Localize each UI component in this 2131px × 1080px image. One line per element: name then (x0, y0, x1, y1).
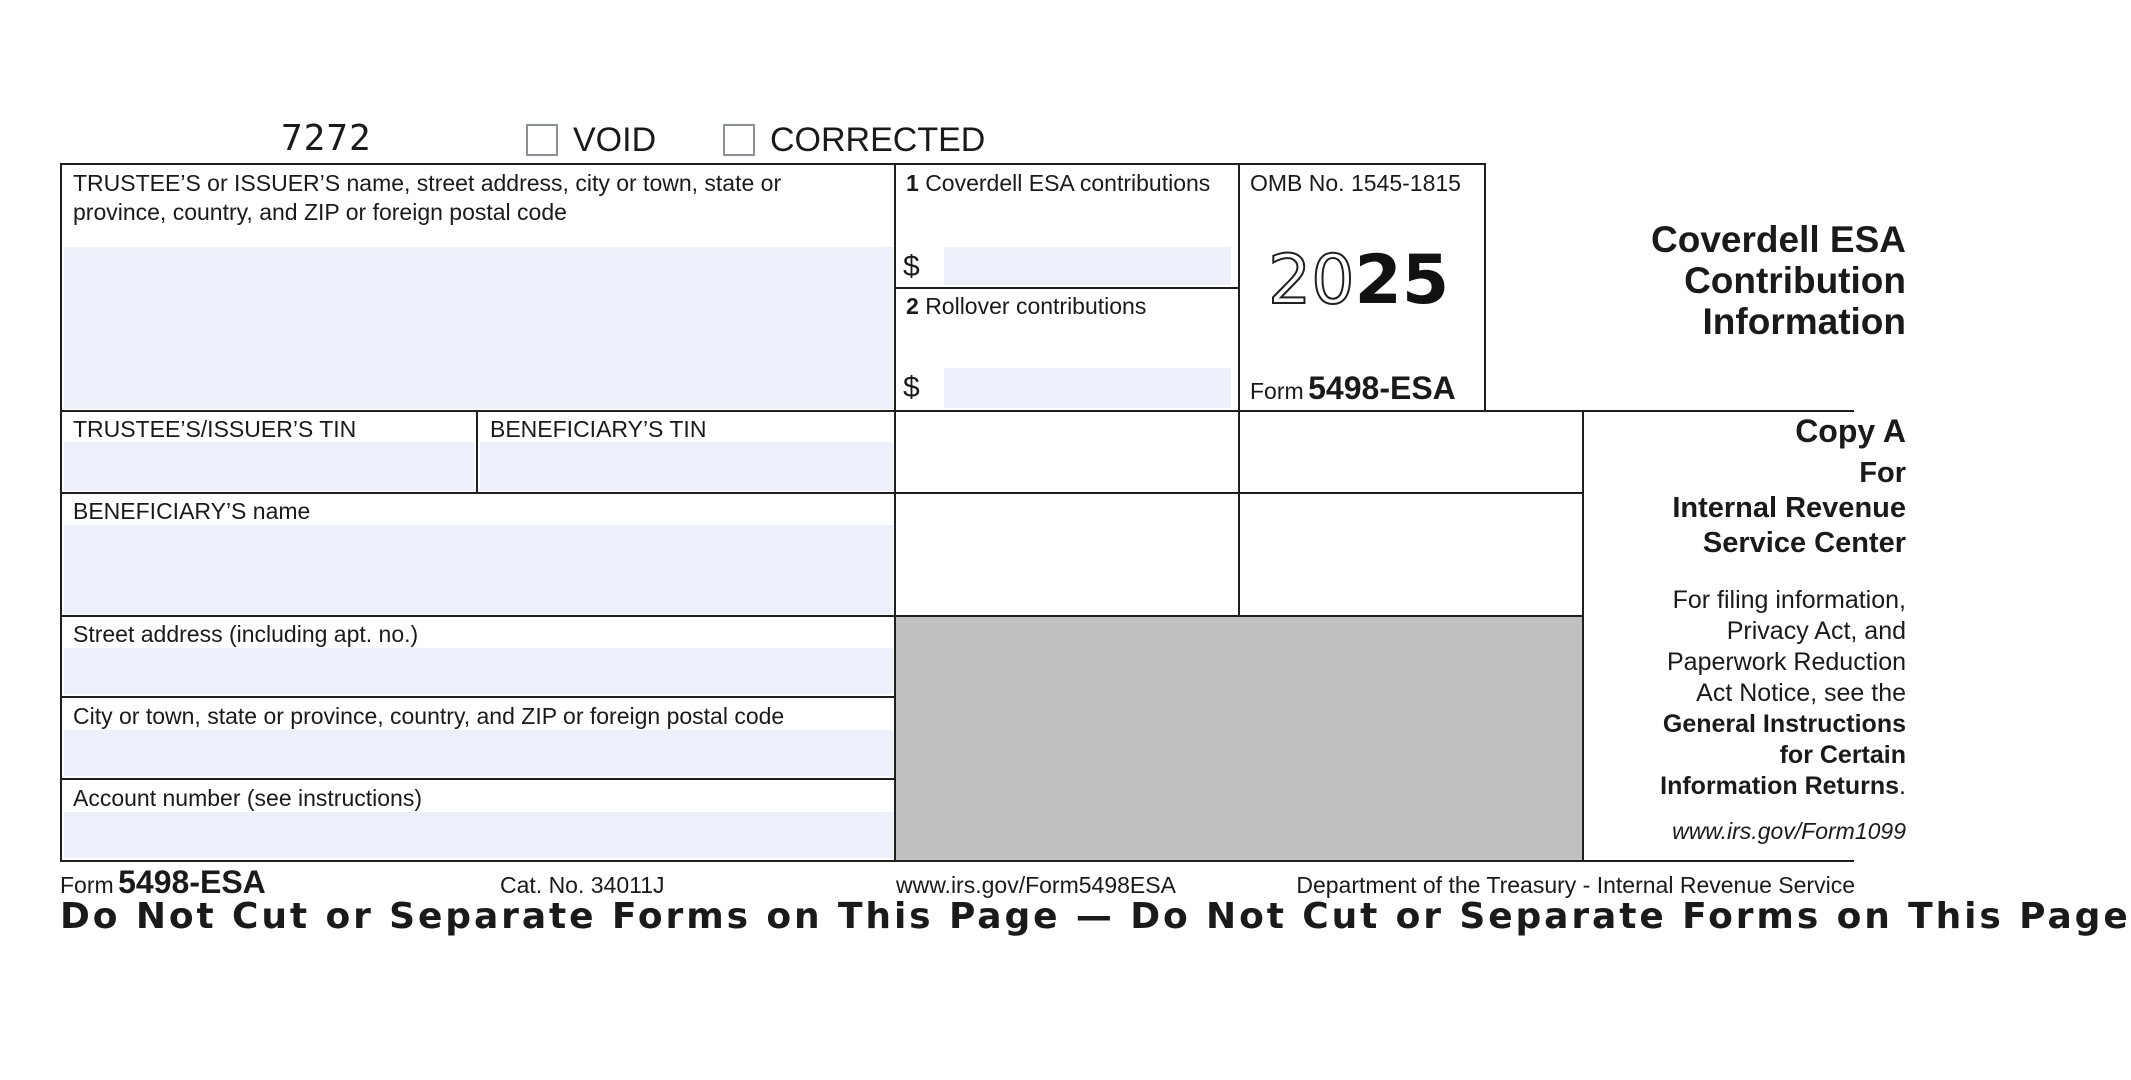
department-text: Department of the Treasury - Internal Revenue Service (1296, 872, 1855, 898)
beneficiary-name-label: BENEFICIARY’S name (73, 498, 311, 524)
irs-website-link[interactable]: www.irs.gov/Form1099 (1672, 818, 1906, 844)
trustee-name-label-line1: TRUSTEE’S or ISSUER’S name, street address, city or town, state or (73, 170, 782, 196)
row-divider-5 (60, 778, 896, 780)
divider-side (1582, 410, 1584, 862)
street-address-input[interactable] (64, 648, 893, 694)
copy-a: Copy A (1795, 413, 1906, 449)
city-label: City or town, state or province, country, and ZIP or foreign postal code (73, 703, 785, 729)
account-number-input[interactable] (64, 812, 893, 858)
copy-designation (1646, 410, 1906, 561)
trustee-name-label-line2: province, country, and ZIP or foreign postal code (73, 199, 567, 225)
footer-form-number: 5498-ESA (118, 864, 266, 900)
divider-main (894, 163, 896, 862)
form-name-box (1250, 370, 1456, 407)
footer-form-word: Form (60, 872, 114, 898)
beneficiary-tin-input[interactable] (480, 442, 893, 491)
omb-number: OMB No. 1545-1815 (1250, 170, 1461, 196)
box2-label (906, 292, 1146, 321)
info-line4: Act Notice, see the (1696, 679, 1906, 707)
row-divider-3 (60, 615, 1584, 617)
trustee-tin-input[interactable] (64, 442, 474, 491)
void-label: VOID (573, 121, 657, 159)
box1-box2-divider (896, 287, 1239, 289)
box1-number: 1 (906, 170, 919, 196)
trustee-name-input[interactable] (64, 247, 893, 409)
trustee-tin-label: TRUSTEE’S/ISSUER’S TIN (73, 416, 357, 442)
title-line1: Coverdell ESA (1651, 219, 1906, 260)
title-line3: Information (1702, 301, 1906, 342)
account-number-label: Account number (see instructions) (73, 785, 422, 811)
info-line2: Privacy Act, and (1726, 617, 1906, 645)
info-bold1: General Instructions (1662, 710, 1906, 738)
beneficiary-name-input[interactable] (64, 525, 893, 614)
corrected-label: CORRECTED (770, 121, 986, 159)
bottom-border (60, 860, 1854, 862)
box1-amount-input[interactable] (944, 247, 1231, 285)
form-number: 5498-ESA (1308, 370, 1456, 406)
tax-year (1268, 242, 1449, 319)
street-address-label: Street address (including apt. no.) (73, 621, 419, 647)
top-border (60, 163, 1486, 165)
row-divider-1 (60, 410, 1854, 412)
form-word: Form (1250, 378, 1304, 404)
box2-text: Rollover contributions (925, 293, 1147, 319)
info-period: . (1899, 772, 1906, 800)
form-title (1506, 219, 1906, 342)
irs-line2: Service Center (1702, 527, 1906, 559)
footer-url[interactable]: www.irs.gov/Form5498ESA (896, 872, 1176, 898)
row-divider-2 (60, 492, 1584, 494)
void-checkbox[interactable] (526, 124, 558, 156)
box2-dollar: $ (903, 371, 920, 404)
shaded-area (896, 616, 1582, 860)
cat-number: Cat. No. 34011J (500, 872, 665, 898)
box2-amount-input[interactable] (944, 368, 1231, 408)
form-code: 7272 (281, 118, 372, 159)
divider-omb (1238, 163, 1240, 615)
do-not-cut-banner: Do Not Cut or Separate Forms on This Page — Do Not Cut or Separate Forms on This Page (60, 896, 2131, 937)
info-line1: For filing information, (1672, 586, 1906, 614)
year-prefix: 20 (1268, 241, 1355, 320)
city-input[interactable] (64, 730, 893, 776)
corrected-checkbox[interactable] (723, 124, 755, 156)
filing-info (1636, 585, 1906, 802)
divider-year-right (1484, 163, 1486, 411)
box1-label (906, 169, 1210, 198)
title-line2: Contribution (1684, 260, 1906, 301)
for-label: For (1859, 457, 1906, 489)
box1-text: Coverdell ESA contributions (925, 170, 1211, 196)
irs-line1: Internal Revenue (1672, 492, 1906, 524)
info-line3: Paperwork Reduction (1666, 648, 1906, 676)
left-border (60, 163, 62, 862)
box1-dollar: $ (903, 250, 920, 283)
beneficiary-tin-label: BENEFICIARY’S TIN (490, 416, 707, 442)
tin-divider (476, 410, 478, 493)
box2-number: 2 (906, 293, 919, 319)
info-bold2: for Certain (1779, 741, 1906, 769)
row-divider-4 (60, 696, 896, 698)
year-suffix: 25 (1354, 241, 1450, 320)
info-bold3: Information Returns (1660, 772, 1900, 800)
